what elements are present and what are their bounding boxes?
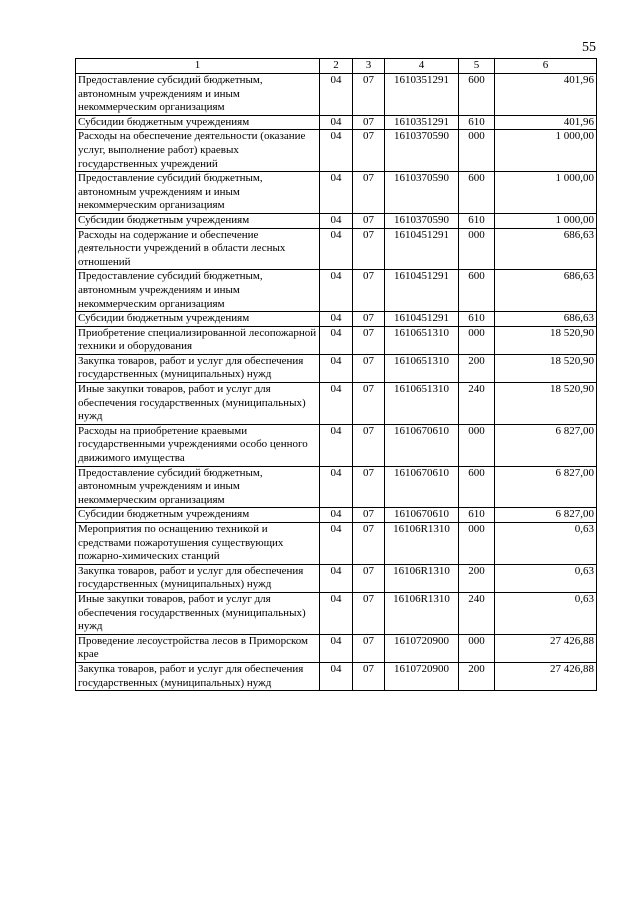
amount: 686,63	[495, 228, 597, 270]
expense-type-code: 610	[459, 213, 495, 228]
table-row	[76, 564, 597, 592]
target-item-code: 1610651310	[385, 383, 459, 425]
target-item-code: 1610720900	[385, 662, 459, 690]
subsection-code: 07	[353, 228, 385, 270]
amount: 18 520,90	[495, 383, 597, 425]
target-item-code: 1610651310	[385, 326, 459, 354]
expense-type-code: 000	[459, 326, 495, 354]
table-row	[76, 74, 597, 116]
subsection-code: 07	[353, 508, 385, 523]
amount: 6 827,00	[495, 466, 597, 508]
row-name: Субсидии бюджетным учреждениям	[76, 508, 320, 523]
target-item-code: 1610451291	[385, 312, 459, 327]
expense-type-code: 600	[459, 172, 495, 214]
subsection-code: 07	[353, 312, 385, 327]
section-code: 04	[320, 270, 353, 312]
subsection-code: 07	[353, 130, 385, 172]
expense-type-code: 200	[459, 662, 495, 690]
expense-type-code: 000	[459, 424, 495, 466]
subsection-code: 07	[353, 172, 385, 214]
section-code: 04	[320, 326, 353, 354]
section-code: 04	[320, 354, 353, 382]
expense-type-code: 000	[459, 228, 495, 270]
row-name: Иные закупки товаров, работ и услуг для обеспечения государственных (муниципальных) нужд	[76, 383, 320, 425]
table-row	[76, 270, 597, 312]
budget-table	[75, 58, 597, 691]
subsection-code: 07	[353, 592, 385, 634]
expense-type-code: 000	[459, 523, 495, 565]
section-code: 04	[320, 523, 353, 565]
target-item-code: 1610370590	[385, 172, 459, 214]
table-row	[76, 130, 597, 172]
section-code: 04	[320, 508, 353, 523]
section-code: 04	[320, 662, 353, 690]
row-name: Проведение лесоустройства лесов в Приморском крае	[76, 634, 320, 662]
column-header: 4	[385, 59, 459, 74]
target-item-code: 1610351291	[385, 74, 459, 116]
table-row	[76, 326, 597, 354]
table-row	[76, 634, 597, 662]
row-name: Закупка товаров, работ и услуг для обеспечения государственных (муниципальных) нужд	[76, 662, 320, 690]
table-body	[76, 74, 597, 691]
section-code: 04	[320, 424, 353, 466]
subsection-code: 07	[353, 662, 385, 690]
expense-type-code: 240	[459, 383, 495, 425]
expense-type-code: 610	[459, 312, 495, 327]
section-code: 04	[320, 130, 353, 172]
row-name: Приобретение специализированной лесопожарной техники и оборудования	[76, 326, 320, 354]
expense-type-code: 000	[459, 130, 495, 172]
expense-type-code: 200	[459, 354, 495, 382]
target-item-code: 1610370590	[385, 130, 459, 172]
row-name: Расходы на содержание и обеспечение деятельности учреждений в области лесных отношений	[76, 228, 320, 270]
expense-type-code: 610	[459, 508, 495, 523]
subsection-code: 07	[353, 424, 385, 466]
subsection-code: 07	[353, 564, 385, 592]
amount: 0,63	[495, 592, 597, 634]
column-header: 3	[353, 59, 385, 74]
table-row	[76, 523, 597, 565]
row-name: Предоставление субсидий бюджетным, автономным учреждениям и иным некоммерческим организациям	[76, 270, 320, 312]
table-row	[76, 466, 597, 508]
table-row	[76, 115, 597, 130]
target-item-code: 1610670610	[385, 466, 459, 508]
expense-type-code: 200	[459, 564, 495, 592]
table-row	[76, 172, 597, 214]
table-row	[76, 312, 597, 327]
target-item-code: 1610370590	[385, 213, 459, 228]
row-name: Предоставление субсидий бюджетным, автономным учреждениям и иным некоммерческим организациям	[76, 466, 320, 508]
row-name: Расходы на обеспечение деятельности (оказание услуг, выполнение работ) краевых государственных учреждений	[76, 130, 320, 172]
amount: 1 000,00	[495, 213, 597, 228]
table-row	[76, 662, 597, 690]
table-row	[76, 213, 597, 228]
target-item-code: 1610670610	[385, 424, 459, 466]
row-name: Мероприятия по оснащению техникой и средствами пожаротушения существующих пожарно-химических станций	[76, 523, 320, 565]
target-item-code: 1610670610	[385, 508, 459, 523]
table-row	[76, 228, 597, 270]
row-name: Закупка товаров, работ и услуг для обеспечения государственных (муниципальных) нужд	[76, 354, 320, 382]
column-header: 5	[459, 59, 495, 74]
page-number: 55	[582, 40, 596, 55]
amount: 27 426,88	[495, 662, 597, 690]
amount: 401,96	[495, 115, 597, 130]
amount: 18 520,90	[495, 326, 597, 354]
target-item-code: 16106R1310	[385, 592, 459, 634]
table-row	[76, 383, 597, 425]
header-row	[76, 59, 597, 74]
table-row	[76, 354, 597, 382]
table-row	[76, 592, 597, 634]
target-item-code: 1610451291	[385, 270, 459, 312]
section-code: 04	[320, 115, 353, 130]
amount: 6 827,00	[495, 424, 597, 466]
column-header: 2	[320, 59, 353, 74]
subsection-code: 07	[353, 354, 385, 382]
column-header: 1	[76, 59, 320, 74]
row-name: Субсидии бюджетным учреждениям	[76, 213, 320, 228]
subsection-code: 07	[353, 523, 385, 565]
amount: 686,63	[495, 312, 597, 327]
amount: 1 000,00	[495, 130, 597, 172]
table-row	[76, 424, 597, 466]
section-code: 04	[320, 213, 353, 228]
section-code: 04	[320, 312, 353, 327]
subsection-code: 07	[353, 634, 385, 662]
amount: 0,63	[495, 523, 597, 565]
expense-type-code: 600	[459, 466, 495, 508]
expense-type-code: 000	[459, 634, 495, 662]
row-name: Субсидии бюджетным учреждениям	[76, 312, 320, 327]
subsection-code: 07	[353, 326, 385, 354]
subsection-code: 07	[353, 115, 385, 130]
expense-type-code: 600	[459, 270, 495, 312]
subsection-code: 07	[353, 383, 385, 425]
table-row	[76, 508, 597, 523]
section-code: 04	[320, 172, 353, 214]
expense-type-code: 240	[459, 592, 495, 634]
section-code: 04	[320, 564, 353, 592]
section-code: 04	[320, 592, 353, 634]
subsection-code: 07	[353, 74, 385, 116]
section-code: 04	[320, 228, 353, 270]
expense-type-code: 610	[459, 115, 495, 130]
target-item-code: 1610720900	[385, 634, 459, 662]
amount: 686,63	[495, 270, 597, 312]
section-code: 04	[320, 634, 353, 662]
column-header: 6	[495, 59, 597, 74]
subsection-code: 07	[353, 466, 385, 508]
target-item-code: 1610451291	[385, 228, 459, 270]
target-item-code: 16106R1310	[385, 564, 459, 592]
section-code: 04	[320, 74, 353, 116]
row-name: Расходы на приобретение краевыми государственными учреждениями особо ценного движимого имущества	[76, 424, 320, 466]
row-name: Закупка товаров, работ и услуг для обеспечения государственных (муниципальных) нужд	[76, 564, 320, 592]
target-item-code: 16106R1310	[385, 523, 459, 565]
subsection-code: 07	[353, 213, 385, 228]
amount: 6 827,00	[495, 508, 597, 523]
target-item-code: 1610351291	[385, 115, 459, 130]
expense-type-code: 600	[459, 74, 495, 116]
amount: 1 000,00	[495, 172, 597, 214]
section-code: 04	[320, 466, 353, 508]
target-item-code: 1610651310	[385, 354, 459, 382]
amount: 27 426,88	[495, 634, 597, 662]
amount: 401,96	[495, 74, 597, 116]
row-name: Субсидии бюджетным учреждениям	[76, 115, 320, 130]
row-name: Предоставление субсидий бюджетным, автономным учреждениям и иным некоммерческим организациям	[76, 74, 320, 116]
section-code: 04	[320, 383, 353, 425]
row-name: Предоставление субсидий бюджетным, автономным учреждениям и иным некоммерческим организациям	[76, 172, 320, 214]
subsection-code: 07	[353, 270, 385, 312]
amount: 0,63	[495, 564, 597, 592]
row-name: Иные закупки товаров, работ и услуг для обеспечения государственных (муниципальных) нужд	[76, 592, 320, 634]
amount: 18 520,90	[495, 354, 597, 382]
